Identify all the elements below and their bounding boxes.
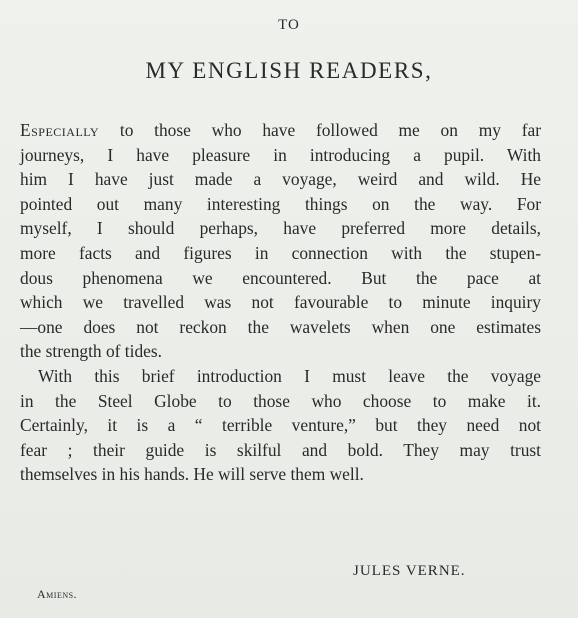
text-line: myself, I should perhaps, have preferred more details,	[20, 218, 541, 239]
dedication-title: MY ENGLISH READERS,	[145, 58, 433, 83]
text-line: to those who have followed me on my far	[99, 120, 541, 140]
dedication-to: TO	[278, 17, 300, 33]
text-line: dous phenomena we encountered. But the pace at	[20, 267, 541, 288]
place-line: Amiens.	[37, 587, 78, 601]
preface-body	[20, 118, 541, 487]
paragraph-2-line-1: With this brief introduction I must leave the voyage	[38, 365, 541, 386]
text-line: —one does not reckon the wavelets when one estimates	[20, 316, 541, 337]
text-line: pointed out many interesting things on the way. For	[20, 193, 541, 214]
text-line: the strength of tides.	[20, 341, 162, 362]
text-line: Certainly, it is a “ terrible venture,” but they need not	[20, 415, 541, 436]
text-line: which we travelled was not favourable to minute inquiry	[20, 292, 541, 313]
text-line: him I have just made a voyage, weird and wild. He	[20, 169, 541, 190]
author-signature: JULES VERNE.	[353, 563, 466, 579]
text-line: fear ; their guide is skilful and bold. They may trust	[20, 439, 541, 460]
text-line: journeys, I have pleasure in introducing a pupil. With	[20, 144, 541, 165]
paragraph-1-line-1	[20, 118, 541, 143]
text-line: more facts and figures in connection with the stupen-	[20, 242, 541, 263]
text-line: in the Steel Globe to those who choose to make it.	[20, 390, 541, 411]
text-line: themselves in his hands. He will serve them well.	[20, 464, 364, 485]
first-word: Especially	[20, 120, 100, 140]
